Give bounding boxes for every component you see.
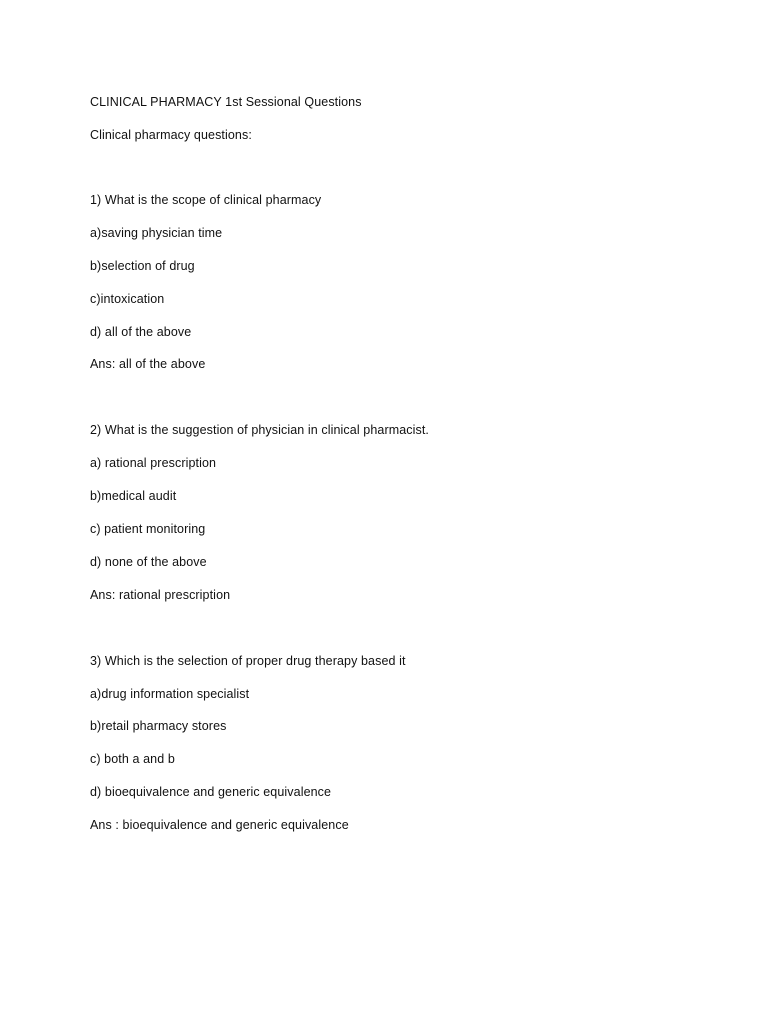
question-1-option-a: a)saving physician time: [90, 226, 223, 240]
question-1-option-b: b)selection of drug: [90, 259, 195, 273]
question-3-answer: Ans : bioequivalence and generic equivalence: [90, 818, 349, 832]
question-1-text: 1) What is the scope of clinical pharmacy: [90, 193, 322, 207]
question-1-answer: Ans: all of the above: [90, 357, 206, 371]
question-2-answer: Ans: rational prescription: [90, 588, 231, 602]
question-3-option-d: d) bioequivalence and generic equivalence: [90, 785, 332, 799]
question-2-text: 2) What is the suggestion of physician in clinical pharmacist.: [90, 423, 429, 437]
document-title: CLINICAL PHARMACY 1st Sessional Questions: [90, 95, 362, 109]
question-2-option-d: d) none of the above: [90, 555, 207, 569]
question-3-option-c: c) both a and b: [90, 752, 175, 766]
question-1-option-d: d) all of the above: [90, 325, 192, 339]
document-subtitle: Clinical pharmacy questions:: [90, 128, 252, 142]
question-2-option-b: b)medical audit: [90, 489, 177, 503]
question-1-option-c: c)intoxication: [90, 292, 165, 306]
question-3-text: 3) Which is the selection of proper drug therapy based it: [90, 654, 406, 668]
question-2-option-a: a) rational prescription: [90, 456, 217, 470]
question-2-option-c: c) patient monitoring: [90, 522, 206, 536]
question-3-option-a: a)drug information specialist: [90, 687, 250, 701]
question-3-option-b: b)retail pharmacy stores: [90, 719, 227, 733]
